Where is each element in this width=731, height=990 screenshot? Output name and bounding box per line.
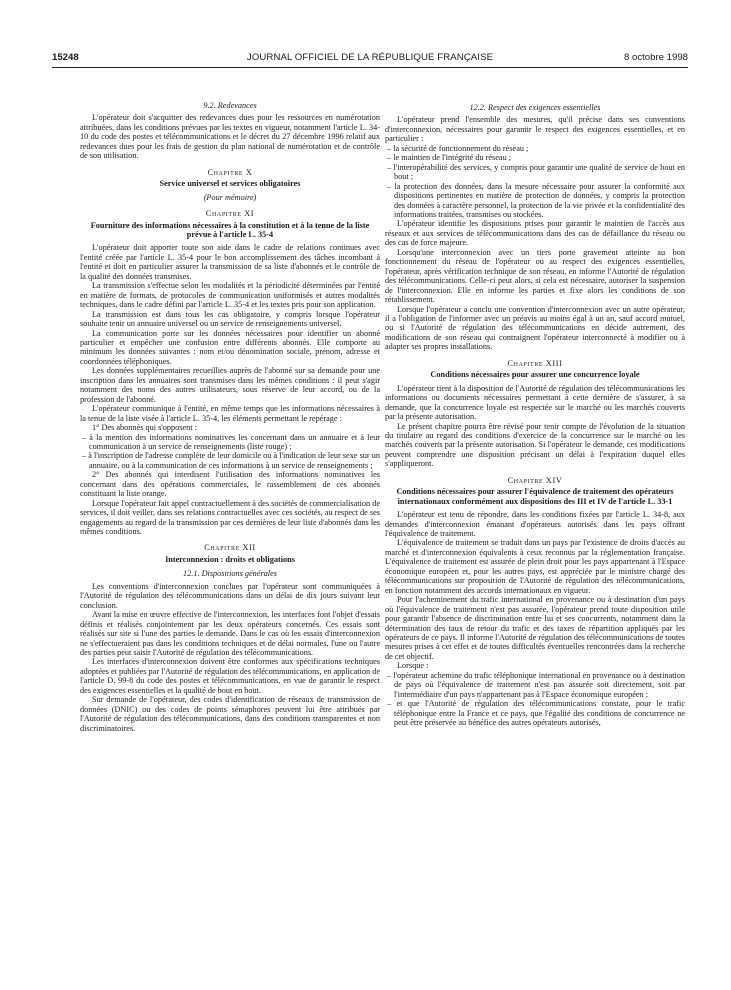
paragraph: L'opérateur communique à l'entité, en même temps que les informations nécessaires à la tenue de la liste visée à l'article L. 35-4, les éléments permettant le repérage : [80, 404, 380, 423]
paragraph: L'équivalence de traitement se traduit dans un pays par l'existence de droits d'accès au marché et d'interconnexion équivalents à ceux reconnus par la réglementation française. L'équivalence de traitement est assurée de plein droit pour les pays appartenant à l'Espace économique européen et, pour les autres pays, est appréciée par le ministre chargé des télécommunications sur proposition de l'Autorité de régulation des télécommunications, en fonction notamment des accords internationaux en vigueur. [385, 538, 685, 595]
paragraph: Lorsque l'opérateur a conclu une convention d'interconnexion avec un autre opérateur, il a l'obligation de l'informer avec un préavis au moins égal à un an, sauf accord mutuel, ou si l'Autorité de régulation des télécommunications en décide autrement, des modifications de son réseau qui contraignent l'opérateur interconnecté à modifier ou à adapter ses propres installations. [385, 304, 685, 352]
list-item: – et que l'Autorité de régulation des télécommunications constate, pour le trafic téléphonique entre la France et ce pays, que l'égalité des conditions de concurrence ne peut être préservée au bénéfice des autres opérateurs autorisés, [387, 699, 685, 728]
chapter-number: Chapitre XIII [507, 358, 563, 368]
section-heading: 12.2. Respect des exigences essentielles [469, 103, 601, 112]
paragraph: Le présent chapitre pourra être révisé pour tenir compte de l'évolution de la situation du titulaire au regard des conditions d'exercice de la concurrence sur le marché ou les marchés couverts par la présente autorisation. Si l'opérateur le demande, ces modifications peuvent comprendre une disposition précisant un délai à l'expiration duquel elles s'appliqueront. [385, 421, 685, 469]
paragraph: Les interfaces d'interconnexion doivent être conformes aux spécifications techniques adoptées et publiées par l'Autorité de régulation des télécommunications, en application de l'article D. 99-8 du code des postes et télécommunications, en vue de garantir le respect des exigences essentielles et la qualité de bout en bout. [80, 657, 380, 695]
journal-title: JOURNAL OFFICIEL DE LA RÉPUBLIQUE FRANÇAISE [246, 52, 494, 63]
paragraph: La communication porte sur les données nécessaires pour identifier un abonné particulier et empêcher une confusion entre différents abonnés. Elle comporte au minimum les données suivantes : nom et/ou dénomination sociale, prénom, adresse et coordonnées téléphoniques. [80, 328, 380, 366]
bullet-list [385, 671, 685, 728]
memo-note: (Pour mémoire) [203, 192, 257, 202]
list-item: – la protection des données, dans la mesure nécessaire pour assurer la conformité aux dispositions pertinentes en matière de protection de données, y compris la protection des données à caractère personnel, la protection de la vie privée et la confidentialité des informations traitées, transmises ou stockées. [387, 181, 685, 219]
list-item: – l'interopérabilité des services, y compris pour garantir une qualité de service de bout en bout ; [387, 162, 685, 182]
list-item: – à la mention des informations nominatives les concernant dans un annuaire et à leur communication à un service de renseignements (liste rouge) ; [82, 432, 380, 451]
header-rule [52, 67, 688, 68]
list-item: – à l'inscription de l'adresse complète de leur domicile ou à l'indication de leur sexe sur un annuaire, ou à la communication de ces informations à un service de renseignements ; [82, 451, 380, 470]
paragraph: La transmission est dans tous les cas obligatoire, y compris lorsque l'opérateur souhaite tenir un annuaire universel ou un service de renseignements universel. [80, 309, 380, 329]
list-item: – le maintien de l'intégrité du réseau ; [387, 153, 512, 163]
left-column [80, 96, 380, 976]
chapter-title: Conditions nécessaires pour assurer une concurrence loyale [430, 370, 640, 380]
paragraph: Pour l'acheminement du trafic international en provenance ou à destination d'un pays où l'équivalence de traitement n'est pas assurée, l'opérateur prend toute disposition utile pour garantir l'absence de discrimination entre lui et ses concurrents, notamment dans la détermination des taux de retour du trafic et des taxes de répartition appliqués par les opérateurs de ce pays. Il informe l'Autorité de régulation des télécommunications de toutes mesures prises à cet effet et de toutes difficultés éventuelles rencontrées dans la recherche de cet objectif. [385, 595, 685, 661]
chapter-number: Chapitre XI [205, 209, 255, 219]
chapter-number: Chapitre XIV [507, 475, 563, 485]
paragraph: La transmission s'effectue selon les modalités et la périodicité déterminées par l'entité en matière de formats, de protocoles de communication uniformisés et autres modalités techniques, dans le cadre défini par l'article L. 35-4 et les textes pris pour son application. [80, 281, 380, 310]
paragraph: 2° Des abonnés qui interdisent l'utilisation des informations nominatives les concernant dans des opérations commerciales, le rassemblement de ces abonnés constituant la liste orange. [80, 470, 380, 499]
paragraph: L'opérateur prend l'ensemble des mesures, qu'il précise dans ses conventions d'interconnexion, nécessaires pour garantir le respect des exigences essentielles, et en particulier : [385, 115, 685, 144]
paragraph: Les conventions d'interconnexion conclues par l'opérateur sont communiquées à l'Autorité de régulation des télécommunications dans un délai de dix jours suivant leur conclusion. [80, 581, 380, 610]
page-number: 15248 [52, 52, 79, 63]
list-item: – la sécurité de fonctionnement du réseau ; [387, 143, 529, 153]
chapter-title: Fourniture des informations nécessaires à la constitution et à la tenue de la liste prévue à l'article L. 35-4 [90, 220, 370, 239]
paragraph: Lorsque : [397, 661, 429, 671]
bullet-list [385, 144, 685, 220]
paragraph: L'opérateur tient à la disposition de l'Autorité de régulation des télécommunications les informations ou documents nécessaires permettant à cette dernière de s'assurer, à sa demande, que la concurrence loyale est respectée sur le marché ou les marchés couverts par la présente autorisation. [385, 383, 685, 422]
paragraph: L'opérateur est tenu de répondre, dans les conditions fixées par l'article L. 34-8, aux demandes d'interconnexion émanant d'opérateurs autorisés dans les pays offrant l'équivalence de traitement. [385, 510, 685, 539]
chapter-title: Service universel et services obligatoires [159, 179, 301, 189]
chapter-number: Chapitre X [207, 167, 253, 177]
paragraph: Lorsque l'opérateur fait appel contractuellement à des sociétés de commercialisation de services, il doit veiller, dans ses relations contractuelles avec ces sociétés, au respect de ses engagements au regard de la transmission par ces dernières de leur liste d'abonnés dans les mêmes conditions. [80, 498, 380, 537]
paragraph: 1° Des abonnés qui s'opposent : [92, 423, 197, 433]
chapter-title: Interconnexion : droits et obligations [165, 554, 295, 564]
paragraph: Avant la mise en œuvre effective de l'interconnexion, les interfaces font l'objet d'essais définis et réalisés conjointement par les deux opérateurs concernés. Ces essais sont réalisés sur site si l'une des parties le demande. Dans le cas où les essais d'interconnexion ne s'effectueraient pas dans les conditions techniques et de délai normales, l'une ou l'autre des parties peut saisir l'Autorité de régulation des télécommunications. [80, 610, 380, 658]
bullet-list [80, 433, 380, 471]
paragraph: Sur demande de l'opérateur, des codes d'identification de réseaux de transmission de données (DNIC) ou des codes de points sémaphores peuvent lui être attribués par l'Autorité de régulation des télécommunications, dans des conditions transparentes et non discriminatoires. [80, 695, 380, 733]
section-heading: 12.1. Dispositions générales [183, 569, 277, 579]
page-header [52, 52, 688, 66]
right-column [385, 98, 685, 978]
chapter-number: Chapitre XII [204, 543, 256, 553]
chapter-title: Conditions nécessaires pour assurer l'équivalence de traitement des opérateurs internationaux conformément aux dispositions des III et IV de l'article L. 33-1 [396, 487, 674, 506]
publication-date: 8 octobre 1998 [623, 52, 688, 63]
paragraph: L'opérateur doit apporter toute son aide dans le cadre de relations continues avec l'entité créée par l'article L. 35-4 pour le bon accomplissement des tâches incombant à l'entité et doit en particulier assurer la transmission de sa liste d'abonnés et le contrôle de la qualité des données transmises. [80, 243, 380, 281]
section-heading: 9.2. Redevances [203, 101, 257, 110]
paragraph: L'opérateur identifie les dispositions prises pour garantir le maintien de l'accès aux réseaux et aux services de télécommunications dans des cas de défaillance du réseau ou des cas de force majeure. [385, 219, 685, 248]
list-item: – l'opérateur achemine du trafic téléphonique international en provenance ou à destination de pays où l'équivalence de traitement n'est pas assurée soit directement, soit par l'intermédiaire d'un pays n'appartenant pas à l'Espace économique européen ; [387, 670, 685, 699]
paragraph: Les données supplémentaires recueillies auprès de l'abonné sur sa demande pour une inscription dans les annuaires sont transmises dans les mêmes conditions : il peut s'agir notamment des noms des autres utilisateurs, sous réserve de leur accord, ou de la profession de l'abonné. [80, 366, 380, 404]
paragraph: L'opérateur doit s'acquitter des redevances dues pour les ressources en numérotation attribuées, dans les conditions prévues par les textes en vigueur, notamment l'article L. 34-10 du code des postes et télécommunications et le décret du 27 décembre 1996 relatif aux redevances dues pour les frais de gestion du plan national de numérotation et de contrôle de son utilisation. [80, 113, 380, 161]
paragraph: Lorsqu'une interconnexion avec un tiers porte gravement atteinte au bon fonctionnement du réseau de l'opérateur ou au respect des exigences essentielles, l'opérateur, après vérification technique de son réseau, en informe l'Autorité de régulation des télécommunications. Celle-ci peut alors, si cela est nécessaire, autoriser la suspension de l'interconnexion. Elle en informe les parties et fixe alors les conditions de son rétablissement. [385, 247, 685, 305]
